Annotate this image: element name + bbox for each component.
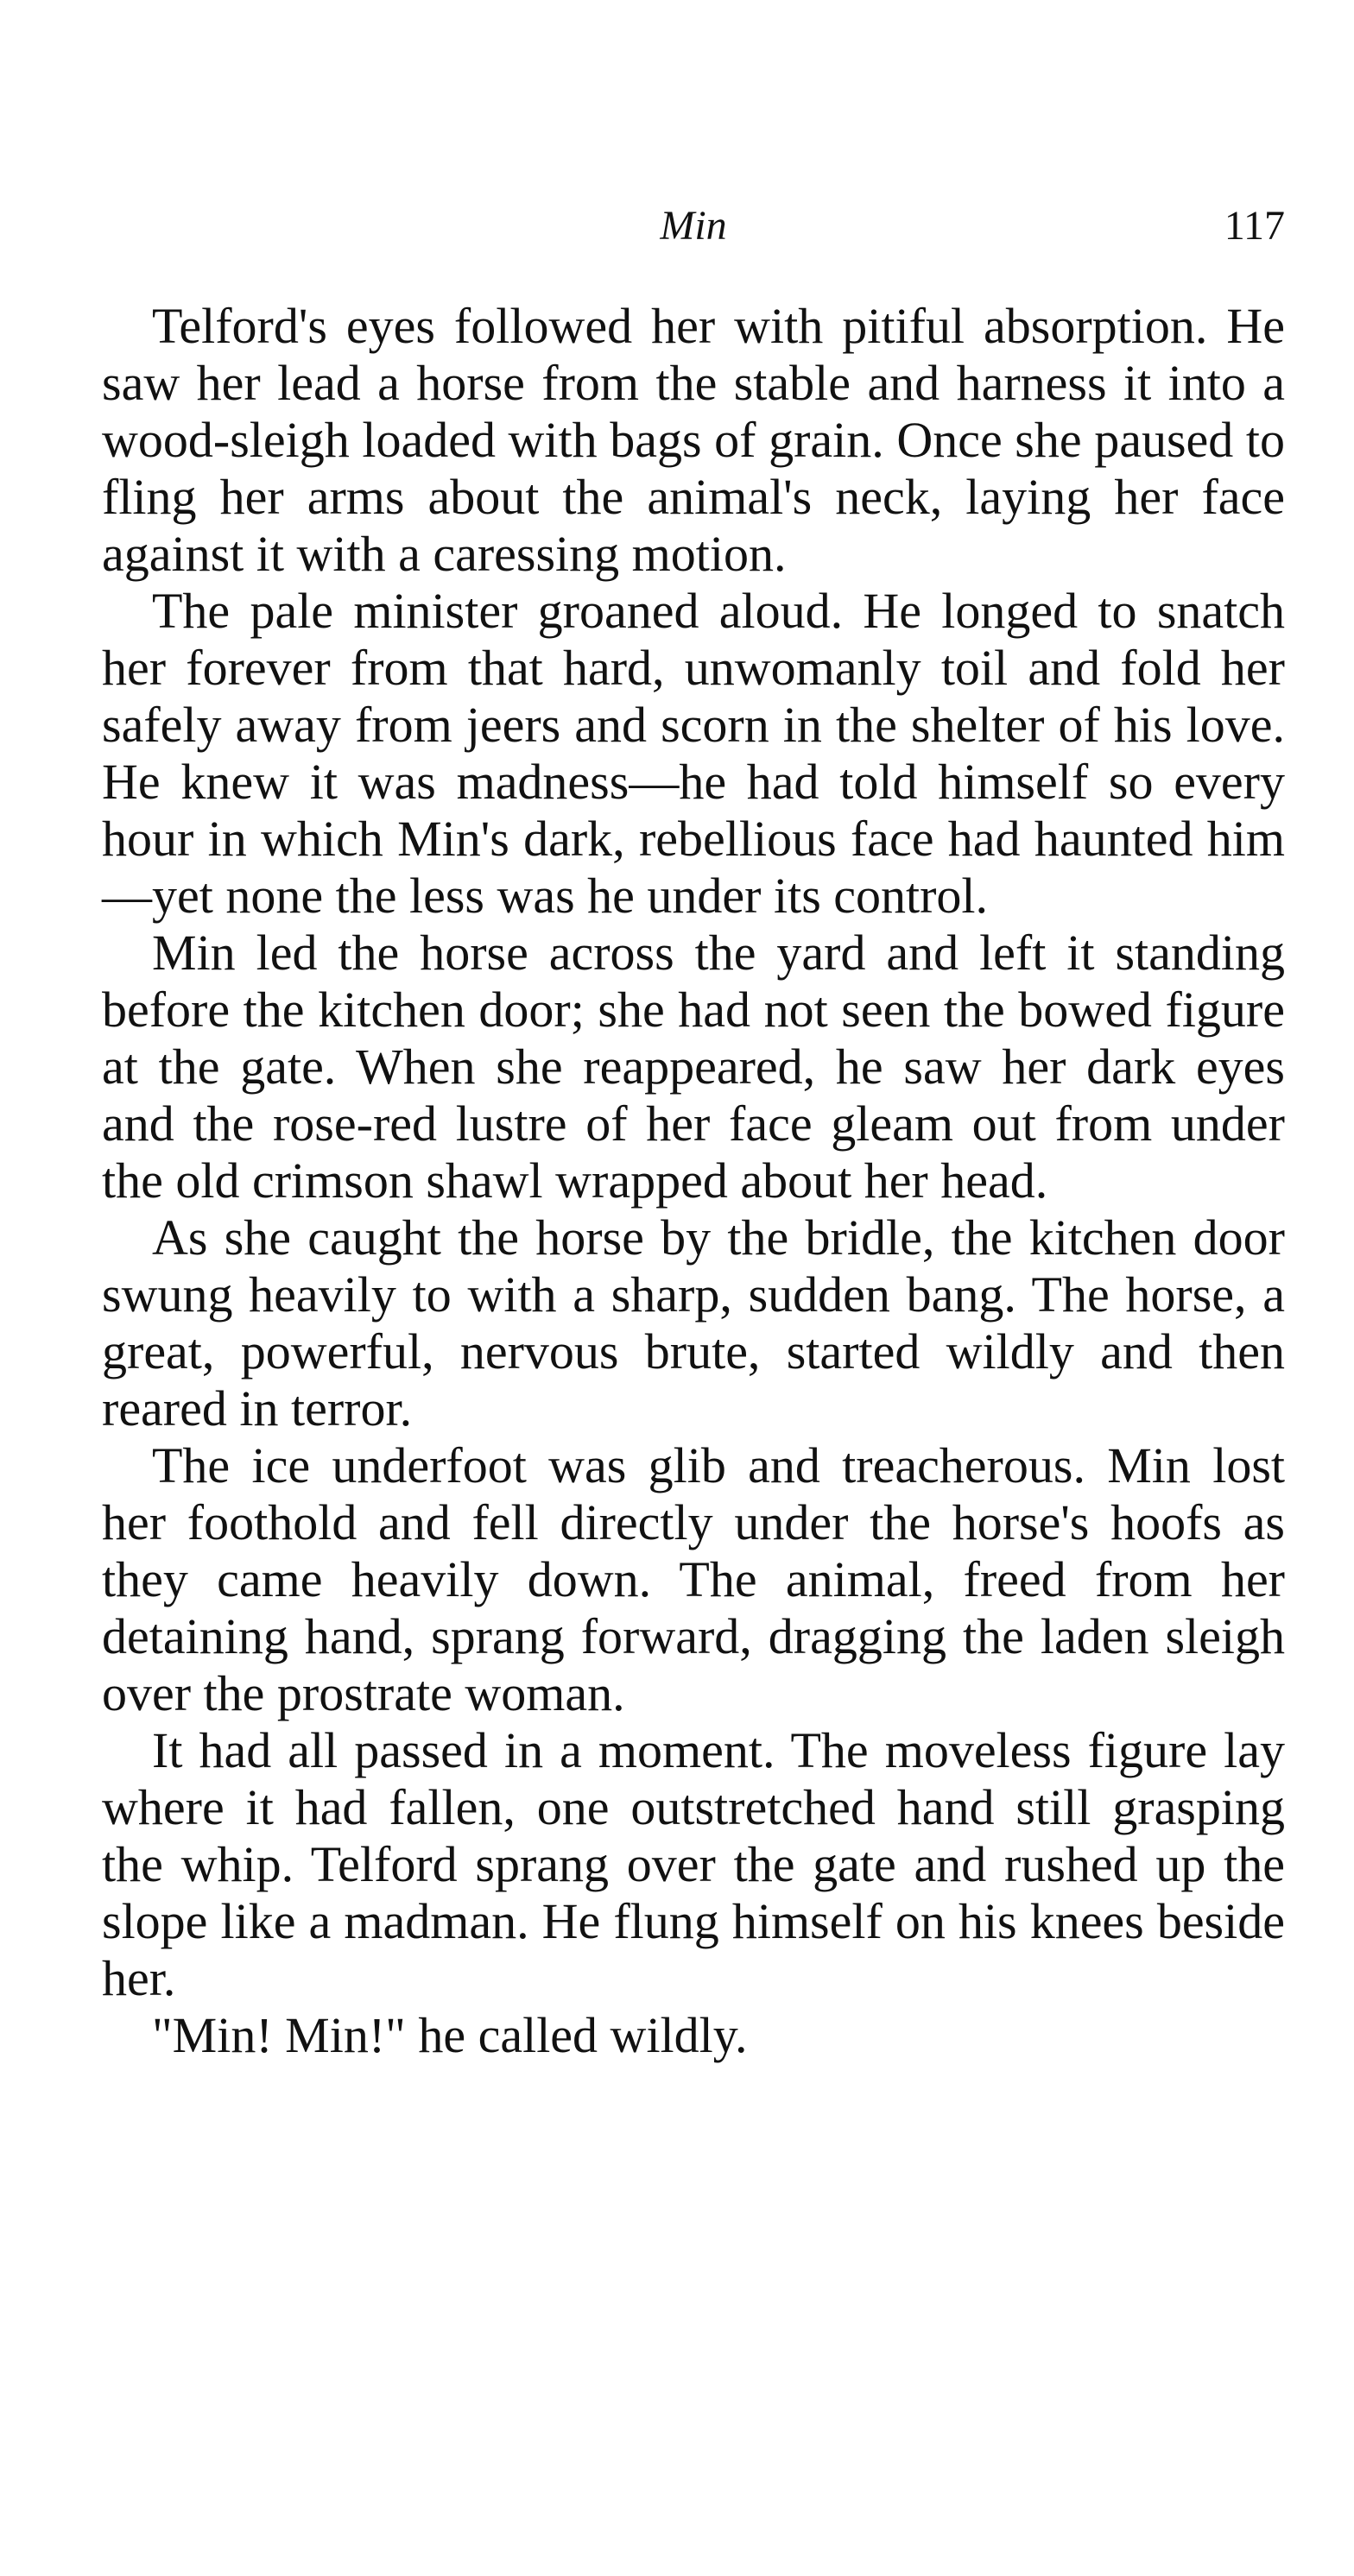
body-text bbox=[102, 298, 1285, 2064]
page-number: 117 bbox=[1224, 203, 1285, 249]
paragraph: The ice underfoot was glib and treacherous. Min lost her foothold and fell directly under the horse's hoofs as they came heavily down. The animal, freed from her detaining hand, sprang forward, dragging the laden sleigh over the prostrate woman. bbox=[102, 1437, 1285, 1721]
running-head bbox=[102, 200, 1285, 261]
paragraph: "Min! Min!" he called wildly. bbox=[152, 2007, 748, 2063]
paragraph: It had all passed in a moment. The moveless figure lay where it had fallen, one outstretched hand still grasping the whip. Telford sprang over the gate and rushed up the slope like a madman. He flung himself on his knees beside her. bbox=[102, 1722, 1285, 2006]
paragraph: Min led the horse across the yard and left it standing before the kitchen door; she had not seen the bowed figure at the gate. When she reappeared, he saw her dark eyes and the rose-red lustre of her face gleam out from under the old crimson shawl wrapped about her head. bbox=[102, 925, 1285, 1209]
paragraph: Telford's eyes followed her with pitiful absorption. He saw her lead a horse from the stable and harness it into a wood-sleigh loaded with bags of grain. Once she paused to fling her arms about the animal's neck, laying her face against it with a caressing motion. bbox=[102, 298, 1285, 582]
paragraph: The pale minister groaned aloud. He longed to snatch her forever from that hard, unwomanly toil and fold her safely away from jeers and scorn in the shelter of his love. He knew it was madness—he had told himself so every hour in which Min's dark, rebellious face had haunted him—yet none the less was he under its control. bbox=[102, 583, 1285, 924]
running-title: Min bbox=[660, 203, 727, 249]
paragraph: As she caught the horse by the bridle, the kitchen door swung heavily to with a sharp, sudden bang. The horse, a great, powerful, nervous brute, started wildly and then reared in terror. bbox=[102, 1209, 1285, 1436]
